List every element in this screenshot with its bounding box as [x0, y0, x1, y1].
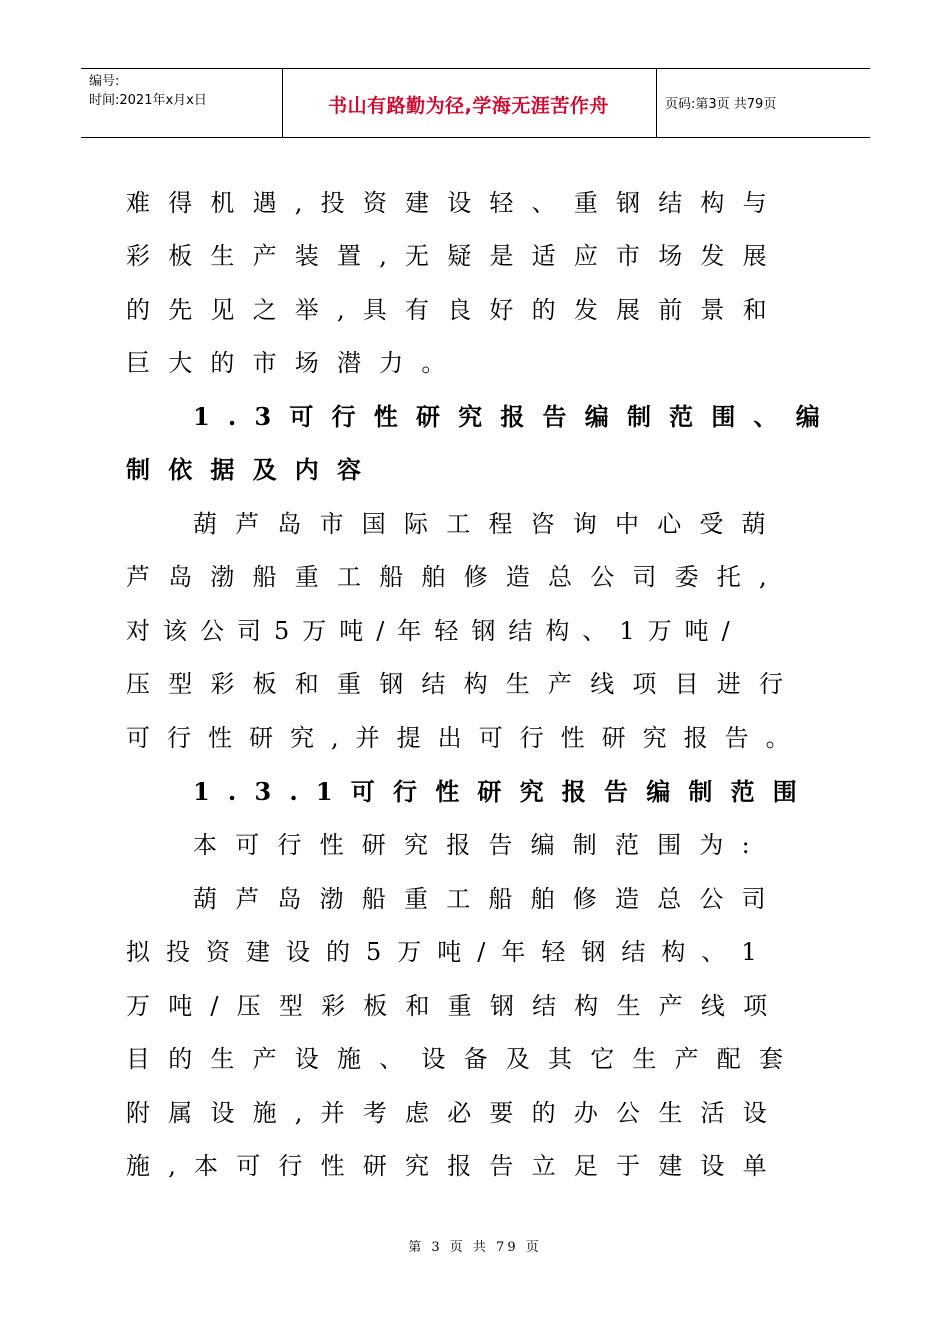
body-line: 本可行性研究报告编制范围为: — [193, 831, 768, 859]
section-heading: 1.3可行性研究报告编制范围、编 — [193, 402, 838, 431]
section-heading: 制依据及内容 — [126, 455, 380, 484]
page-footer: 第 3 页 共 79 页 — [408, 1240, 542, 1255]
document-time-label: 时间:2021年x月x日 — [89, 93, 207, 108]
header-motto: 书山有路勤为径,学海无涯苦作舟 — [328, 95, 609, 117]
body-line: 彩板生产装置,无疑是适应市场发展 — [126, 242, 785, 270]
body-line: 芦岛渤船重工船舶修造总公司委托, — [126, 563, 785, 591]
body-line: 难得机遇,投资建设轻、重钢结构与 — [126, 189, 785, 217]
header-page-info: 页码:第3页 共79页 — [665, 97, 777, 112]
body-line: 压型彩板和重钢结构生产线项目进行 — [126, 670, 802, 698]
body-line: 对该公司5万吨/年轻钢结构、1万吨/ — [126, 617, 743, 645]
body-line: 施,本可行性研究报告立足于建设单 — [126, 1152, 785, 1180]
header-divider — [656, 69, 657, 137]
body-line: 可行性研究,并提出可行性研究报告。 — [126, 724, 807, 752]
body-line: 葫芦岛市国际工程咨询中心受葫 — [193, 510, 784, 538]
body-line: 巨大的市场潜力。 — [126, 349, 464, 377]
body-line: 拟投资建设的5万吨/年轻钢结构、1 — [126, 938, 773, 966]
document-header — [81, 68, 870, 138]
body-line: 葫芦岛渤船重工船舶修造总公司 — [193, 885, 784, 913]
body-line: 目的生产设施、设备及其它生产配套 — [126, 1045, 802, 1073]
subsection-heading: 1.3.1可行性研究报告编制范围 — [193, 777, 816, 806]
body-line: 附属设施,并考虑必要的办公生活设 — [126, 1099, 785, 1127]
body-line: 的先见之举,具有良好的发展前景和 — [126, 296, 785, 324]
document-number-label: 编号: — [89, 74, 120, 89]
body-line: 万吨/压型彩板和重钢结构生产线项 — [126, 992, 786, 1020]
